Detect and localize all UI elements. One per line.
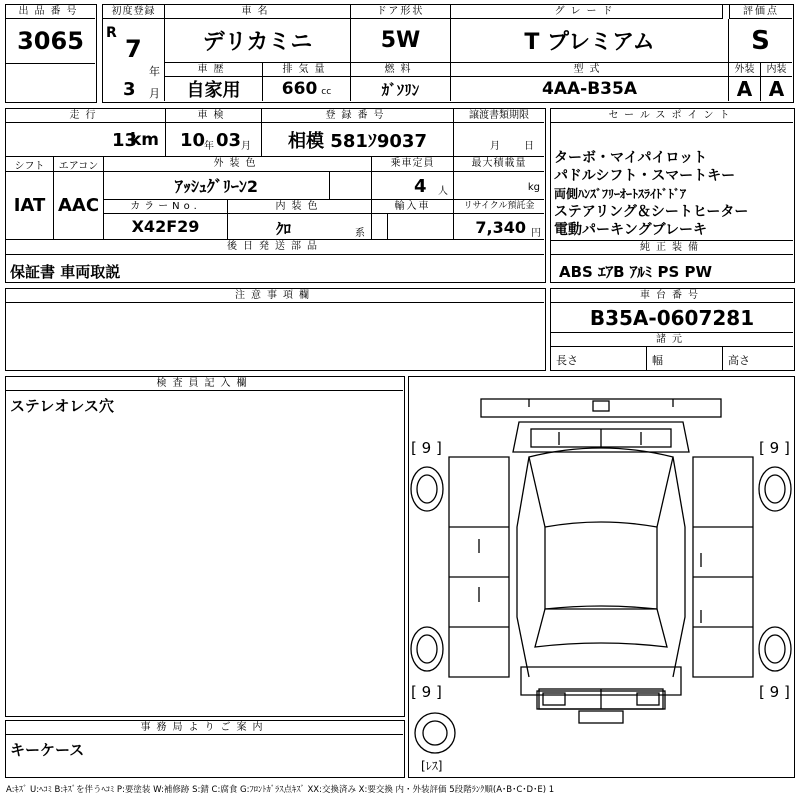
tire-rr: [ 9 ] [759, 683, 790, 701]
sales-label: セールスポイント [551, 109, 793, 123]
inspect-label: 車検 [166, 109, 262, 123]
mileage-unit: km [129, 130, 159, 150]
grade: T プレミアム [451, 19, 729, 63]
tire-fr: [ 9 ] [759, 439, 790, 457]
reg-year: 7 [125, 35, 142, 63]
color-spare [330, 172, 372, 200]
disp-cell [263, 77, 351, 101]
transfer-day: 日 [524, 141, 534, 152]
spec-label: 諸元 [551, 333, 793, 347]
displacement: 660 [281, 79, 318, 99]
equip-label: 純正装備 [551, 240, 793, 255]
disp-label: 排気量 [263, 63, 351, 77]
load-label: 最大積載量 [454, 157, 544, 172]
plate-number: 相模 581ｿ9037 [262, 123, 454, 157]
chassis-label: 車台番号 [551, 289, 793, 303]
int-grade: A [768, 77, 785, 101]
height-label: 高さ [728, 354, 750, 367]
ext-label: 外装 [729, 63, 761, 77]
inspect-month: 03 [216, 130, 242, 151]
inspector-label: 検査員記入欄 [6, 377, 403, 391]
capacity-unit: 人 [438, 186, 448, 197]
import-cell-a [372, 214, 388, 240]
first-reg-cell [103, 19, 165, 101]
disp-unit: cc [321, 87, 332, 97]
intcolor-cell [228, 214, 372, 240]
inspect-year: 10 [180, 130, 206, 151]
door-label: ドア形状 [351, 5, 451, 19]
details-box [5, 108, 546, 283]
chassis-box [550, 288, 795, 371]
lot-label: 出品番号 [6, 5, 95, 19]
shift: IAT [6, 172, 54, 240]
tire-fl: [ 9 ] [411, 439, 442, 457]
ext-grade: A [729, 77, 761, 101]
vehicle-header-box [102, 4, 794, 103]
first-reg-label: 初度登録 [103, 5, 165, 19]
import-label: 輸入車 [372, 200, 454, 214]
lot-box [5, 4, 97, 103]
office-label: 事務局よりご案内 [6, 721, 403, 735]
inspect-month-unit: 月 [241, 141, 251, 152]
sales-line: ステアリング＆シートヒーター [554, 204, 749, 220]
legend: A:ｷｽﾞ U:ﾍｺﾐ B:ｷｽﾞを伴うﾍｺﾐ P:要塗装 W:補修跡 S:錆 C:腐食 G:ﾌﾛﾝﾄｶﾞﾗｽ点ｷｽﾞ XX:交換済み X:要交換 内・外装評価 5段階ﾗﾝｸ順(A･B･C･D･E) 1 [6, 785, 555, 795]
intcolor-label: 内装色 [228, 200, 372, 214]
capacity-cell [372, 172, 454, 200]
transfer-cell [454, 123, 544, 157]
chassis-number: B35A-0607281 [551, 303, 793, 333]
inspector-comment: ステレオレス穴 [10, 397, 114, 415]
history: 自家用 [165, 77, 263, 101]
interior-color: ｸﾛ [276, 220, 292, 238]
capacity: 4 [414, 176, 427, 197]
recycle-fee: 7,340 [475, 218, 526, 237]
car-outline [411, 399, 791, 753]
transfer-label: 譲渡書類期限 [454, 109, 544, 123]
sales-line: 両側ﾊﾝｽﾞﾌﾘｰｵｰﾄｽﾗｲﾄﾞﾄﾞｱ [554, 187, 687, 201]
load-unit: kg [527, 182, 540, 193]
model-label: 型式 [451, 63, 729, 77]
model: 4AA-B35A [451, 77, 729, 101]
inspect-cell [166, 123, 262, 157]
mileage-label: 走行 [6, 109, 166, 123]
int-label: 内装 [761, 63, 792, 77]
car-diagram [409, 377, 793, 776]
door-type: 5W [351, 19, 451, 63]
car-name-label: 車名 [165, 5, 351, 19]
later-parts-label: 後日発送部品 [6, 240, 544, 255]
office-box [5, 720, 405, 778]
score-label: 評価点 [729, 5, 792, 19]
recycle-cell [454, 214, 544, 240]
spare-tire-note: [ﾚｽ] [421, 759, 443, 773]
office-note: キーケース [10, 741, 85, 759]
color-no: X42F29 [104, 214, 228, 240]
score: S [729, 19, 792, 63]
equipment: ABS ｴｱB ｱﾙﾐ PS PW [559, 263, 713, 281]
aircon: AAC [54, 172, 104, 240]
lot-number: 3065 [6, 19, 95, 64]
damage-diagram-box [408, 376, 795, 778]
mileage: 13 [111, 130, 137, 151]
era: R [106, 25, 117, 41]
intcolor-unit: 系 [355, 228, 365, 239]
load-cell [454, 172, 544, 200]
width-label: 幅 [647, 347, 723, 370]
length-label: 長さ [551, 347, 647, 370]
history-label: 車歴 [165, 63, 263, 77]
mileage-cell [6, 123, 166, 157]
grade-label: グレード [451, 5, 723, 19]
sales-line: 電動パーキングブレーキ [554, 222, 708, 238]
shift-label: シフト [6, 157, 54, 172]
notes-box [5, 288, 546, 371]
later-parts: 保証書 車両取説 [10, 263, 121, 281]
sales-box [550, 108, 795, 283]
recycle-label: リサイクル預託金 [454, 200, 544, 214]
plate-label: 登録番号 [262, 109, 454, 123]
inspect-year-unit: 年 [204, 141, 214, 152]
tire-rl: [ 9 ] [411, 683, 442, 701]
sales-line: パドルシフト・スマートキー [554, 168, 736, 184]
colorno-label: カラーNo. [104, 200, 228, 214]
inspector-box [5, 376, 405, 717]
month-unit: 月 [149, 87, 160, 100]
color-label: 外装色 [104, 157, 372, 172]
import-cell-b [388, 214, 454, 240]
fuel: ｶﾞｿﾘﾝ [351, 77, 451, 101]
sales-line: ターボ・マイパイロット [554, 150, 708, 166]
ac-label: エアコン [54, 157, 104, 172]
reg-month: 3 [123, 79, 136, 100]
fuel-label: 燃料 [351, 63, 451, 77]
year-unit: 年 [149, 65, 160, 78]
notes-label: 注意事項欄 [6, 289, 544, 303]
body-color: ｱｯｼｭｸﾞﾘｰﾝ2 [104, 172, 330, 200]
recycle-unit: 円 [531, 228, 541, 239]
car-name: デリカミニ [165, 19, 351, 63]
capacity-label: 乗車定員 [372, 157, 454, 172]
sales-lines [554, 149, 748, 239]
transfer-month: 月 [490, 141, 500, 152]
